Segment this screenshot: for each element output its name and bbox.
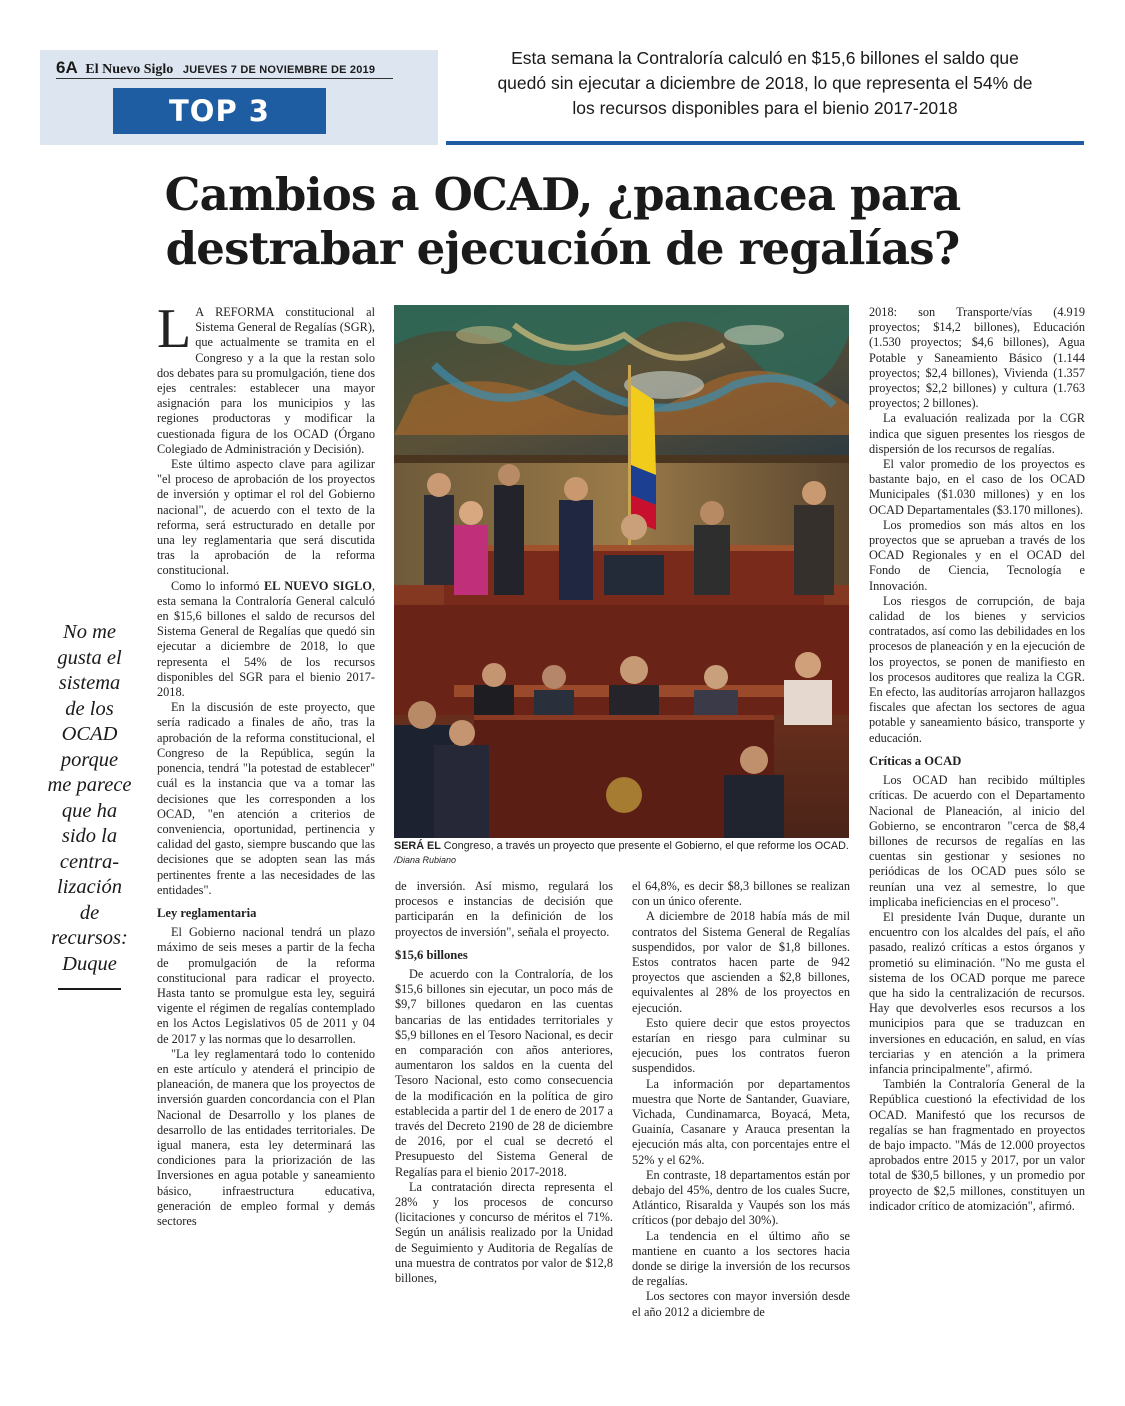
folio [56, 58, 375, 78]
caption-text: Congreso, a través un proyecto que presente el Gobierno, el que reforme los OCAD. [440, 840, 849, 852]
pull-quote-line: gusta el [57, 646, 122, 669]
paragraph: Como lo informó EL NUEVO SIGLO, esta semana la Contraloría General calculó en $15,6 billones el saldo de recursos del Sistema General de Regalías que quedó sin ejecutar a diciembre de 2018, lo que representa el 54% de los recursos disponibles del SGR para el bienio 2017-2018. [157, 578, 376, 700]
issue-date: JUEVES 7 DE NOVIEMBRE DE 2019 [182, 64, 376, 76]
paragraph: También la Contraloría General de la República cuestionó la efectividad de los OCAD. Manifestó que los recursos de regalías se han fragmentado en proyectos de bajo impacto. "Más de 12.000 proyectos aprobados entre 2015 y 2017, por un valor total de $30,5 billones, y un promedio por proyecto de $2,5 millones, constituyen un indicador crítico de atomización", afirmó. [869, 1077, 1085, 1213]
paragraph: Los promedios son más altos en los proyectos que se aprueban a través de los OCAD Regionales y en el OCAD del Fondo de Ciencia, Tecnología e Innovación. [869, 517, 1085, 593]
pull-quote-line: de [79, 901, 100, 924]
paragraph: A diciembre de 2018 había más de mil contratos del Sistema General de Regalías suspendidos, por valor de $1,8 billones. Estos contratos hacen parte de 942 proyectos que ascienden a $2,8 billones, equivalentes al 28% de los proyectos en ejecución. [632, 909, 850, 1015]
paragraph: El valor promedio de los proyectos es bastante bajo, en el caso de los OCAD Municipales ($1.030 millones) y en los OCAD Departamentales ($3.170 millones). [869, 457, 1085, 517]
paragraph: En contraste, 18 departamentos están por debajo del 45%, dentro de los cuales Sucre, Atlántico, Risaralda y Vaupés son los más críticos (por debajo del 30%). [632, 1167, 850, 1228]
paragraph: La contratación directa representa el 28% y los procesos de concurso (licitaciones y concurso de méritos el 71%. Según un análisis realizado por la Unidad de Seguimiento y Auditoria de Regalías de una muestra de contratos por valor de $12,8 billones, [395, 1179, 613, 1286]
pull-quote-line: porque [60, 748, 119, 771]
subheading: Ley reglamentaria [157, 905, 257, 920]
folio-rule [56, 78, 393, 79]
photo-credit: /Diana Rubiano [394, 854, 457, 865]
pull-quote-line: Duque [62, 952, 117, 975]
paragraph: Los sectores con mayor inversión desde el año 2012 a diciembre de [632, 1289, 850, 1319]
deck-line: quedó sin ejecutar a diciembre de 2018, lo que representa el 54% de [497, 73, 1033, 93]
pull-quote-line: No me [63, 621, 116, 643]
paragraph: el 64,8%, es decir $8,3 billones se realizan con un único oferente. [632, 879, 850, 909]
pull-quote-line: sistema [58, 672, 121, 694]
pull-quote [38, 620, 141, 977]
pull-quote-line: de los [65, 697, 114, 720]
newspaper-name: El Nuevo Siglo [85, 62, 174, 77]
paragraph: El presidente Iván Duque, durante un encuentro con los alcaldes del país, el año pasado, realizó críticas a estos órganos y prometió su eliminación. "No me gusta el sistema de los OCAD porque me parece que ha sido la centralización de recursos. Hay que devolverles esos recursos a los municipios para que se traduzcan en inversiones en educación, en salud, en vías terciarias y en atención a la primera infancia principalmente", afirmó. [869, 909, 1085, 1076]
deck-line: Esta semana la Contraloría calculó en $15,6 billones el saldo que [511, 48, 1019, 68]
paragraph: El Gobierno nacional tendrá un plazo máximo de seis meses a partir de la fecha de promulgación de la reforma constitucional para radicar el proyecto. Hasta tanto se promulgue esta ley, seguirá vigente el régimen de regalías contemplado en los Actos Legislativos 05 de 2011 y 04 de 2017 y las normas que lo desarrollen. [157, 925, 375, 1046]
paragraph: En la discusión de este proyecto, que sería radicado a finales de año, tras la aprobación de la reforma constitucional, el Congreso de la República, según la ponencia, tendrá "la potestad de establecer" cuál es la instancia que va a tomar las decisiones que les corresponden a los OCAD, "en atención a criterios de conveniencia, oportunidad, pertinencia y calidad del gasto, siempre buscando que las decisiones que se adopten sean las más pertinentes frente a las necesidades de las entidades". [157, 700, 375, 897]
paragraph: L A REFORMA constitucional al Sistema General de Regalías (SGR), que actualmente se tramita en el Congreso y a la que la restan solo dos debates para su promulgación, tiene dos ejes centrales: establecer una mayor asignación para los municipios y las regiones productoras y modificar la cuestionada figura de los OCAD (Órgano Colegiado de Administración y Decisión). [157, 298, 375, 456]
paragraph: Los riesgos de corrupción, de baja calidad de los bienes y servicios contratados, así como las debilidades en los procesos de planeación y en la ejecución de los proyectos, se ponen de manifiesto en los procesos auditores que realiza la CGR. En efecto, las auditorías arrojaron hallazgos fiscales que afectan los sectores de agua potable y saneamiento básico, transporte y educación. [869, 593, 1085, 745]
paragraph: Esto quiere decir que estos proyectos estarían en riesgo para culminar su ejecución, pues los contratos fueron suspendidos. [632, 1015, 850, 1076]
paragraph: La tendencia en el último año se mantiene en cuanto a los sectores hacia donde se dirige la inversión de los recursos de regalías. [632, 1228, 850, 1289]
paragraph: de inversión. Así mismo, regulará los procesos e instancias de decisión que participarán en la definición de los proyectos de inversión", señala el proyecto. [395, 879, 613, 939]
pull-quote-line: OCAD [61, 723, 118, 745]
headline-line-1: Cambios a OCAD, ¿panacea para [164, 168, 961, 221]
pull-quote-rule [58, 988, 121, 990]
subheading: Críticas a OCAD [869, 753, 962, 768]
headline [120, 168, 1005, 276]
pull-quote-line: lización [57, 876, 122, 898]
article-column-4 [869, 305, 1085, 1214]
pull-quote-line: recursos: [51, 927, 128, 949]
paragraph: Los OCAD han recibido múltiples críticas. De acuerdo con el Departamento Nacional de Planeación, al inicio del Gobierno, se encontraron "cerca de $8,4 billones de recursos de regalías en las cuentas sin gestionar y sesiones no periódicas de los OCAD pues sólo se reunían una vez al semestre, lo que implicaba ineficiencias en el proceso". [869, 773, 1085, 909]
pull-quote-line: que ha [61, 799, 118, 822]
header-rule [446, 141, 1084, 145]
pull-quote-line: sido la [61, 825, 118, 847]
page-number: 6A [56, 58, 78, 77]
paragraph: La evaluación realizada por la CGR indica que siguen presentes los riesgos de dispersión de los recursos de regalías. [869, 411, 1085, 456]
caption-lead: SERÁ EL [394, 840, 441, 852]
subheading: $15,6 billones [395, 947, 468, 962]
paragraph: 2018: son Transporte/vías (4.919 proyectos; $14,2 billones), Educación (1.530 proyectos; $4,6 billones), Agua Potable y Saneamiento Básico (1.144 proyectos; $2,4 billones), Vivienda (1.357 proyectos; $2,2 billones) y cultura (1.763 proyectos; 2 billones). [869, 305, 1085, 411]
deck-line: los recursos disponibles para el bienio 2017-2018 [572, 98, 958, 118]
headline-line-2: destrabar ejecución de regalías? [165, 222, 960, 275]
article-column-3 [632, 879, 850, 1320]
pull-quote-line: me parece [47, 774, 132, 796]
section-label: TOP 3 [113, 88, 326, 134]
drop-cap: L [157, 298, 192, 360]
paragraph: De acuerdo con la Contraloría, de los $15,6 billones sin ejecutar, un poco más de $9,7 billones quedaron en las cuentas bancarias de las entidades territoriales y $5,9 billones en el Tesoro Nacional, es decir en comparación con años anteriores, aumentaron los saldos en la cuenta del Tesoro Nacional, esto como consecuencia de la modificación en la política de giro establecida a partir del 1 de enero de 2017 a través del Decreto 2190 de 28 de diciembre de 2016, por el cual se decretó el Presupuesto del Sistema General de Regalías para el bienio 2017-2018. [395, 967, 613, 1179]
paragraph: La información por departamentos muestra que Norte de Santander, Guaviare, Vichada, Cundinamarca, Boyacá, Meta, Guainía, Casanare y Arauca presentan la ejecución más alta, con porcentajes entre el 52% y el 62%. [632, 1076, 850, 1167]
paragraph: Este último aspecto clave para agilizar "el proceso de aprobación de los proyectos de inversión y optimar el rol del Gobierno nacional", de acuerdo con el texto de la reforma, será estructurado en detalle por una ley reglamentaria que será discutida tras la aprobación de la reforma constitucional. [157, 457, 375, 578]
paragraph: "La ley reglamentará todo lo contenido en este artículo y atenderá el principio de planeación, de manera que los proyectos de inversión guarden concordancia con el Plan Nacional de Desarrollo y los planes de desarrollo de las entidades territoriales. De igual manera, esta ley determinará las condiciones para la priorización de las Inversiones en agua potable y saneamiento básico, infraestructura educativa, generación de empleo formal y demás sectores [157, 1046, 375, 1228]
photo-caption [394, 840, 849, 867]
article-column-2 [395, 879, 613, 1286]
pull-quote-line: centra- [59, 850, 120, 873]
article-column-1 [157, 298, 376, 1229]
header-deck [445, 46, 1085, 121]
newspaper-mention: EL NUEVO SIGLO [263, 578, 372, 593]
congress-photo [394, 305, 849, 838]
